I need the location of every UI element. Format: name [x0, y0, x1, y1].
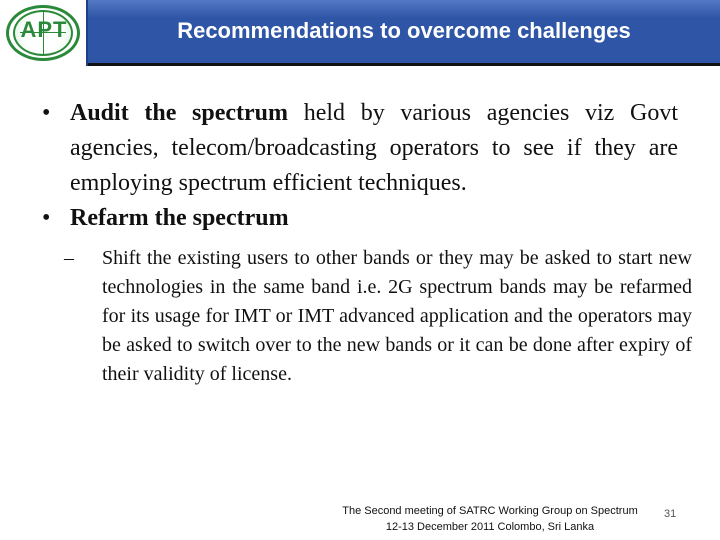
bullet-refarm-bold: Refarm the spectrum [70, 205, 289, 231]
bullet-marker: • [42, 100, 51, 126]
footer-line-2: 12-13 December 2011 Colombo, Sri Lanka [385, 521, 595, 533]
page-number: 31 [664, 508, 677, 520]
logo-text: APT [20, 17, 68, 42]
bullet-audit [38, 96, 678, 201]
apt-logo [0, 0, 88, 66]
bullet-refarm [38, 201, 678, 236]
footer-line-1: The Second meeting of SATRC Working Group on Spectrum [342, 505, 638, 517]
sub-bullet-marker: – [64, 247, 74, 269]
bullet-marker: • [42, 205, 51, 231]
slide-footer [330, 503, 650, 535]
sub-bullet-shift [60, 244, 692, 389]
slide-title: Recommendations to overcome challenges [177, 18, 631, 43]
title-bar [0, 0, 720, 66]
slide-content [38, 96, 692, 389]
sub-bullet-text: Shift the existing users to other bands or they may be asked to start new technologies in the same band i.e. 2G spectrum bands may be refarmed for its usage for IMT or IMT advanced application and the operators may be asked to switch over to the new bands or it can be done after expiry of their validity of license. [102, 247, 692, 385]
bullet-audit-bold: Audit the spectrum [70, 100, 289, 126]
bullet-audit-text: held by various agencies viz Govt agencies, telecom/broadcasting operators to see if they are employing spectrum efficient techniques. [70, 100, 678, 196]
title-bar-shade [0, 0, 720, 18]
